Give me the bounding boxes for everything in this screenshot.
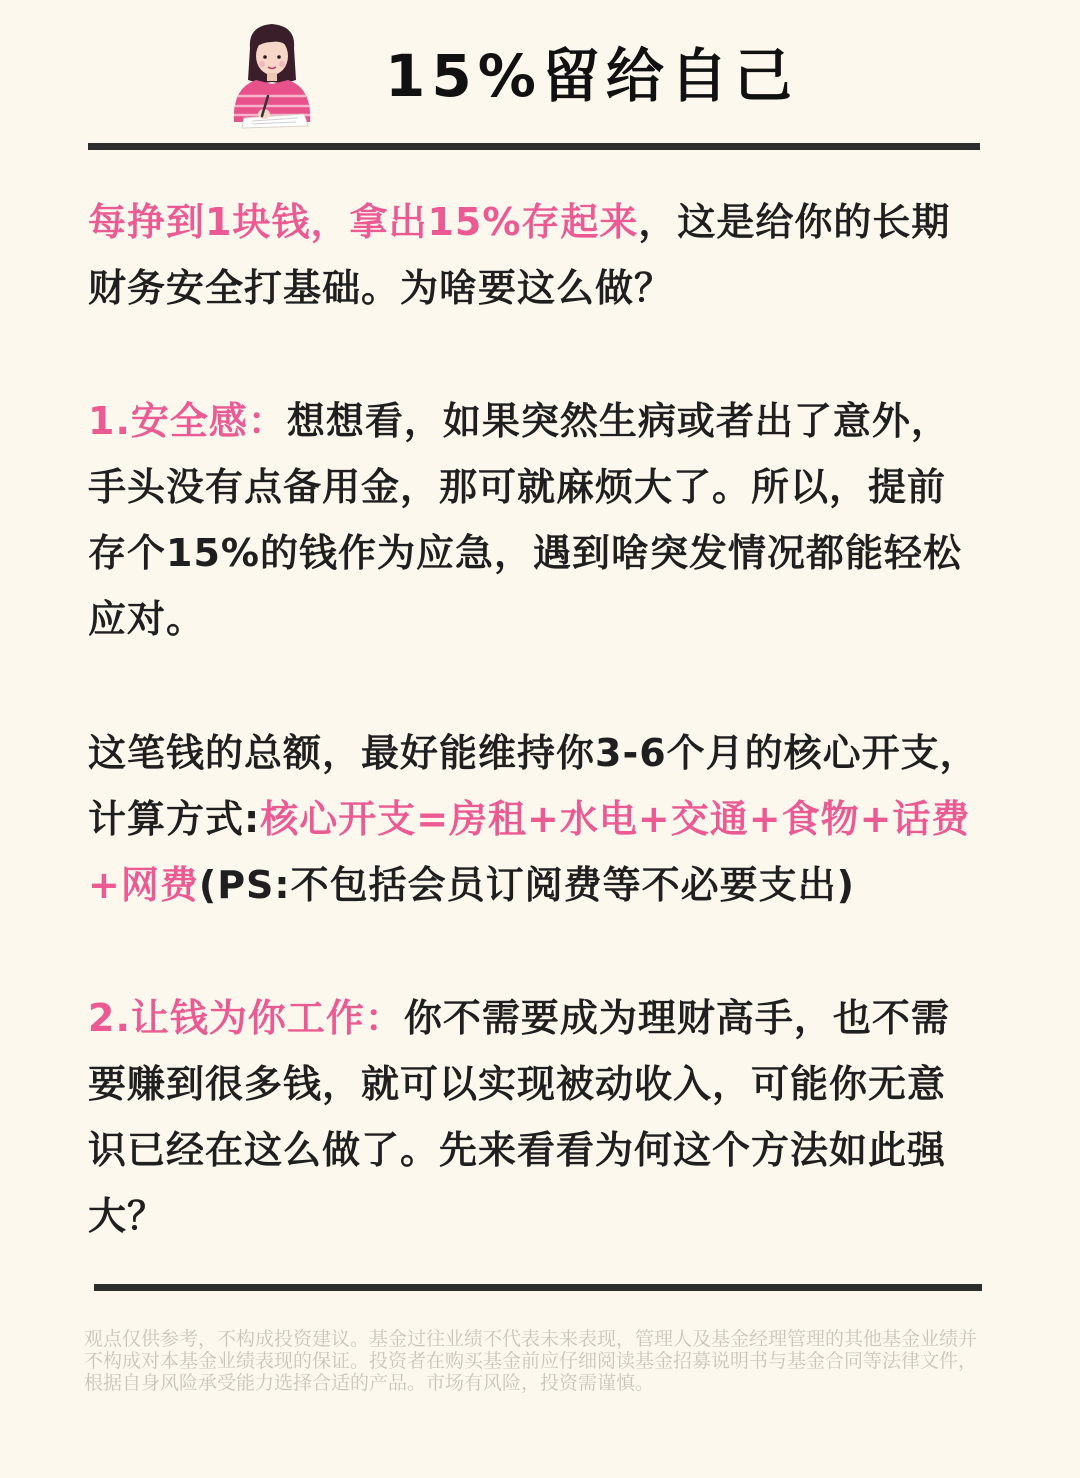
point1-body: 想想看，如果突然生病或者出了意外，手头没有点备用金，那可就麻烦大了。所以，提前存个15%的钱作为应急，遇到啥突发情况都能轻松应对。: [88, 399, 962, 641]
intro-text: ，这是给你的长期财务安全打基础。为啥要这么做？: [88, 200, 951, 310]
savings-paragraph: [88, 720, 980, 918]
savings-note: (PS:不包括会员订阅费等不必要支出): [198, 863, 855, 907]
point2-paragraph: [88, 985, 980, 1249]
point2-heading: 2.让钱为你工作：: [88, 996, 404, 1040]
savings-text: 这笔钱的总额，最好能维持你3-6个月的核心开支，计算方式:: [88, 731, 979, 841]
point1-paragraph: [88, 388, 980, 652]
point2-body: 你不需要成为理财高手，也不需要赚到很多钱，就可以实现被动收入，可能你无意识已经在这么做了。先来看看为何这个方法如此强大？: [88, 996, 950, 1238]
top-divider: [88, 143, 980, 150]
page-title: 15%留给自己: [385, 42, 798, 110]
intro-paragraph: [88, 189, 980, 321]
header: [0, 0, 1080, 140]
point1-heading: 1.安全感：: [88, 399, 287, 443]
woman-writing-icon: [212, 18, 332, 130]
bottom-divider: [94, 1284, 982, 1291]
disclaimer-text: 观点仅供参考，不构成投资建议。基金过往业绩不代表未来表现，管理人及基金经理管理的其他基金业绩并不构成对本基金业绩表现的保证。投资者在购买基金前应仔细阅读基金招募说明书与基金合同等法律文件，根据自身风险承受能力选择合适的产品。市场有风险，投资需谨慎。: [84, 1328, 978, 1394]
savings-formula: 核心开支=房租+水电+交通+食物+话费+网费: [88, 797, 971, 907]
intro-highlight: 每挣到1块钱，拿出15%存起来: [88, 200, 639, 244]
